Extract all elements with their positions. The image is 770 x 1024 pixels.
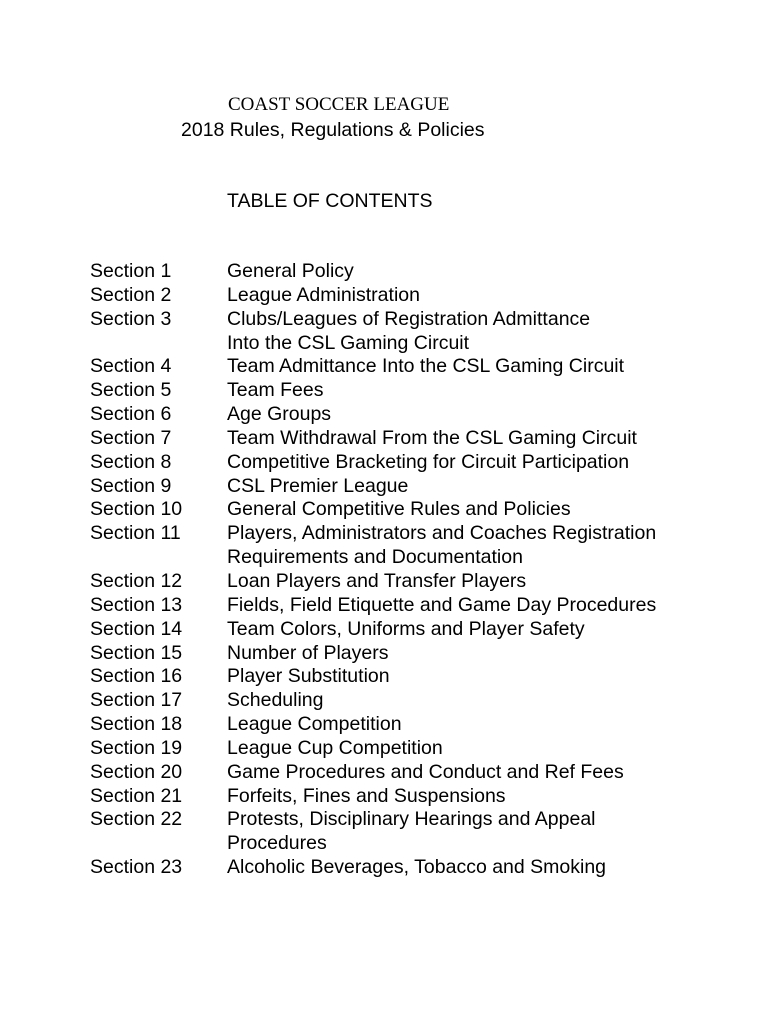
toc-section-number: Section 15 [90, 641, 183, 664]
toc-section-title: Player Substitution [227, 665, 390, 688]
toc-entry [90, 618, 760, 642]
toc-section-number: Section 14 [90, 617, 183, 640]
toc-entry [90, 665, 760, 689]
toc-section-number: Section 2 [90, 283, 172, 306]
toc-section-title: Players, Administrators and Coaches Registration Requirements and Documentation [227, 522, 657, 569]
toc-section-number: Section 10 [90, 498, 183, 521]
toc-entry [90, 785, 760, 809]
toc-section-title: Game Procedures and Conduct and Ref Fees [227, 760, 624, 783]
toc-section-title: Fields, Field Etiquette and Game Day Procedures [227, 593, 657, 616]
toc-section-title: League Cup Competition [227, 736, 443, 759]
toc-section-number: Section 19 [90, 736, 183, 759]
toc-section-number: Section 22 [90, 808, 183, 831]
toc-section-number: Section 23 [90, 856, 183, 879]
toc-entry [90, 308, 760, 356]
toc-section-title: Clubs/Leagues of Registration Admittance Into the CSL Gaming Circuit [227, 307, 591, 354]
toc-section-title: Team Colors, Uniforms and Player Safety [227, 617, 585, 640]
toc-section-title: Loan Players and Transfer Players [227, 569, 527, 592]
toc-entry [90, 498, 760, 522]
toc-section-title: General Policy [227, 260, 354, 282]
toc-entry [90, 260, 760, 284]
toc-heading: TABLE OF CONTENTS [227, 190, 433, 212]
toc-entry [90, 284, 760, 308]
toc-entry [90, 475, 760, 499]
toc-section-title: Age Groups [227, 403, 332, 426]
toc-section-title: Alcoholic Beverages, Tobacco and Smoking [227, 856, 607, 879]
toc-entry [90, 689, 760, 713]
toc-entry [90, 761, 760, 785]
organization-title: COAST SOCCER LEAGUE [228, 94, 450, 115]
toc-section-title: Team Fees [227, 379, 324, 402]
toc-section-number: Section 21 [90, 784, 183, 807]
toc-section-title: Team Admittance Into the CSL Gaming Circuit [227, 355, 625, 378]
table-of-contents [90, 260, 760, 880]
toc-section-number: Section 13 [90, 593, 183, 616]
toc-section-number: Section 18 [90, 713, 183, 736]
toc-entry [90, 713, 760, 737]
toc-section-number: Section 16 [90, 665, 183, 688]
toc-entry [90, 379, 760, 403]
toc-section-number: Section 7 [90, 426, 172, 449]
toc-section-title: Competitive Bracketing for Circuit Participation [227, 450, 630, 473]
toc-entry [90, 594, 760, 618]
toc-section-title: Protests, Disciplinary Hearings and Appeal Procedures [227, 808, 596, 855]
toc-section-title: General Competitive Rules and Policies [227, 498, 571, 521]
toc-section-number: Section 12 [90, 569, 183, 592]
document-subtitle: 2018 Rules, Regulations & Policies [181, 119, 485, 141]
toc-entry [90, 403, 760, 427]
toc-section-number: Section 11 [90, 522, 181, 545]
toc-entry [90, 355, 760, 379]
toc-section-number: Section 17 [90, 689, 183, 712]
toc-section-title: Number of Players [227, 641, 389, 664]
toc-section-number: Section 20 [90, 760, 183, 783]
toc-section-number: Section 9 [90, 474, 172, 497]
toc-entry [90, 737, 760, 761]
toc-entry [90, 427, 760, 451]
toc-entry [90, 808, 760, 856]
toc-section-title: Team Withdrawal From the CSL Gaming Circuit [227, 426, 637, 449]
toc-section-number: Section 3 [90, 307, 172, 330]
toc-entry [90, 570, 760, 594]
toc-section-number: Section 8 [90, 450, 172, 473]
toc-entry [90, 642, 760, 666]
toc-section-title: Forfeits, Fines and Suspensions [227, 784, 506, 807]
toc-section-title: League Competition [227, 713, 402, 736]
toc-section-number: Section 1 [90, 260, 172, 282]
toc-section-number: Section 4 [90, 355, 172, 378]
toc-section-title: CSL Premier League [227, 474, 409, 497]
toc-entry [90, 522, 760, 570]
toc-entry [90, 856, 760, 880]
toc-section-title: Scheduling [227, 689, 324, 712]
toc-entry [90, 451, 760, 475]
toc-section-number: Section 6 [90, 403, 172, 426]
toc-section-number: Section 5 [90, 379, 172, 402]
toc-section-title: League Administration [227, 283, 420, 306]
